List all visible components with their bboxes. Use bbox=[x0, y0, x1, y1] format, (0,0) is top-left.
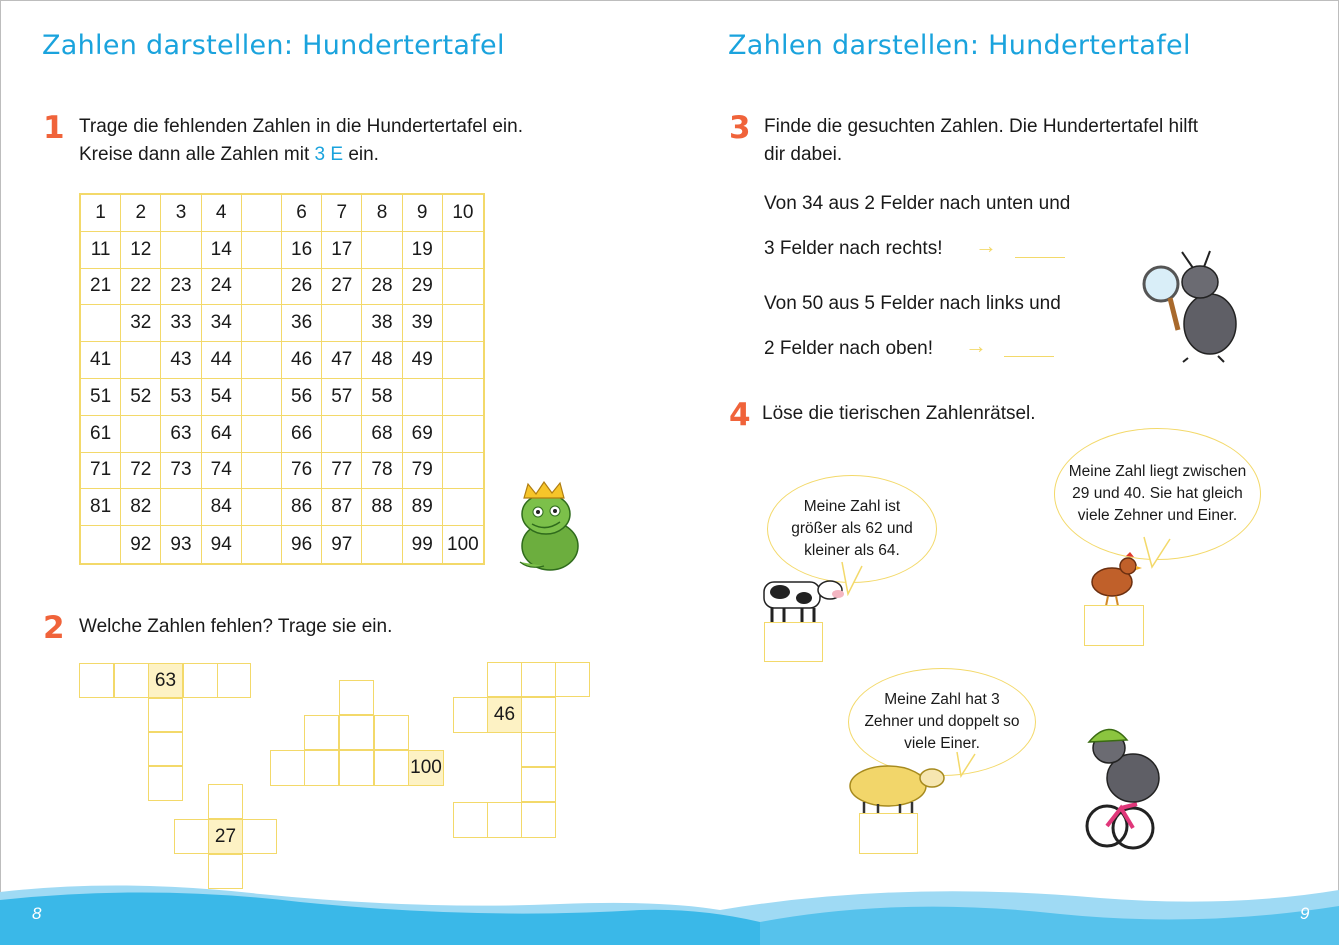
hundred-table-cell: 26 bbox=[282, 269, 322, 306]
hundred-table-cell: 87 bbox=[322, 489, 362, 526]
hundred-table-cell: 43 bbox=[161, 342, 201, 379]
hundred-table-empty-cell[interactable] bbox=[242, 379, 282, 416]
hundred-table-cell: 2 bbox=[121, 195, 161, 232]
hundred-table-empty-cell[interactable] bbox=[242, 416, 282, 453]
puzzle-box[interactable] bbox=[148, 698, 183, 732]
hundred-table-cell: 84 bbox=[202, 489, 242, 526]
puzzle-box[interactable] bbox=[487, 802, 522, 838]
hundred-table-cell: 27 bbox=[322, 269, 362, 306]
hundred-table-cell: 10 bbox=[443, 195, 483, 232]
task-1-instruction-line1: Trage die fehlenden Zahlen in die Hundertertafel ein. bbox=[79, 116, 523, 137]
hundred-table-cell: 81 bbox=[81, 489, 121, 526]
hundred-table-cell: 92 bbox=[121, 526, 161, 563]
task-1-instruction-line2 bbox=[79, 141, 379, 169]
ant-bicycle-illustration bbox=[1075, 718, 1167, 856]
page-number-left: 8 bbox=[32, 904, 42, 923]
cow-illustration bbox=[760, 572, 846, 624]
hundred-table-cell: 58 bbox=[362, 379, 402, 416]
hundred-table-empty-cell[interactable] bbox=[242, 269, 282, 306]
hundred-table-cell: 88 bbox=[362, 489, 402, 526]
hundred-table-cell: 38 bbox=[362, 305, 402, 342]
hundred-table-cell: 99 bbox=[403, 526, 443, 563]
arrow-right-icon: → bbox=[965, 333, 987, 358]
hundred-table-empty-cell[interactable] bbox=[443, 379, 483, 416]
puzzle-box-46: 46 bbox=[487, 697, 522, 733]
puzzle-box[interactable] bbox=[304, 750, 339, 786]
puzzle-box[interactable] bbox=[183, 663, 218, 698]
hundred-table-cell: 21 bbox=[81, 269, 121, 306]
hundred-table-empty-cell[interactable] bbox=[443, 269, 483, 306]
hundred-table-empty-cell[interactable] bbox=[443, 342, 483, 379]
hundred-table-empty-cell[interactable] bbox=[242, 489, 282, 526]
puzzle-box[interactable] bbox=[487, 662, 522, 697]
puzzle-box[interactable] bbox=[148, 766, 183, 801]
hundred-table-cell: 63 bbox=[161, 416, 201, 453]
hundred-table-empty-cell[interactable] bbox=[362, 526, 402, 563]
hundred-table-cell: 68 bbox=[362, 416, 402, 453]
hundred-table-cell: 46 bbox=[282, 342, 322, 379]
hundred-table-cell: 79 bbox=[403, 453, 443, 490]
hundred-table-empty-cell[interactable] bbox=[242, 526, 282, 563]
hundred-table-empty-cell[interactable] bbox=[362, 232, 402, 269]
hundred-table-cell: 23 bbox=[161, 269, 201, 306]
hundred-table-empty-cell[interactable] bbox=[322, 305, 362, 342]
puzzle-box[interactable] bbox=[114, 663, 149, 698]
hundred-table-cell: 61 bbox=[81, 416, 121, 453]
puzzle-box[interactable] bbox=[521, 767, 556, 802]
arrow-right-icon: → bbox=[975, 233, 997, 258]
puzzle-box[interactable] bbox=[217, 663, 251, 698]
hundred-table-empty-cell[interactable] bbox=[443, 232, 483, 269]
puzzle-box[interactable] bbox=[339, 750, 374, 786]
sheep-illustration bbox=[848, 760, 946, 818]
hundred-table-cell: 71 bbox=[81, 453, 121, 490]
hundred-table-cell: 7 bbox=[322, 195, 362, 232]
bubble-tail bbox=[1140, 535, 1174, 569]
page-number-right: 9 bbox=[1300, 904, 1310, 923]
hundred-table-cell: 33 bbox=[161, 305, 201, 342]
task-2-instruction: Welche Zahlen fehlen? Trage sie ein. bbox=[79, 616, 393, 637]
left-page-title: Zahlen darstellen: Hundertertafel bbox=[42, 30, 505, 61]
puzzle-box[interactable] bbox=[339, 715, 374, 750]
hundred-table-cell: 56 bbox=[282, 379, 322, 416]
hundred-table-cell: 14 bbox=[202, 232, 242, 269]
hundred-table-cell: 12 bbox=[121, 232, 161, 269]
answer-line-1[interactable] bbox=[1015, 257, 1065, 258]
hundred-table-empty-cell[interactable] bbox=[242, 453, 282, 490]
hundred-table-empty-cell[interactable] bbox=[403, 379, 443, 416]
answer-box-cow[interactable] bbox=[764, 622, 823, 662]
hundred-table-cell: 64 bbox=[202, 416, 242, 453]
hundred-table-cell: 54 bbox=[202, 379, 242, 416]
puzzle-box-100: 100 bbox=[408, 750, 444, 786]
puzzle-box[interactable] bbox=[174, 819, 209, 854]
ant-magnifier-illustration bbox=[1138, 248, 1253, 366]
frog-king-illustration bbox=[510, 478, 590, 573]
hundred-table-cell: 44 bbox=[202, 342, 242, 379]
puzzle-box[interactable] bbox=[304, 715, 339, 750]
hundred-table-empty-cell[interactable] bbox=[81, 526, 121, 563]
hundred-table-empty-cell[interactable] bbox=[161, 232, 201, 269]
puzzle-box[interactable] bbox=[555, 662, 590, 697]
hundred-table-cell: 76 bbox=[282, 453, 322, 490]
task-3-number: 3 bbox=[729, 110, 751, 146]
hundred-table-empty-cell[interactable] bbox=[443, 416, 483, 453]
answer-box-hen[interactable] bbox=[1084, 605, 1144, 646]
task-4-instruction: Löse die tierischen Zahlenrätsel. bbox=[762, 403, 1036, 424]
hundred-table-cell: 19 bbox=[403, 232, 443, 269]
puzzle-box[interactable] bbox=[79, 663, 114, 698]
hundred-table-empty-cell[interactable] bbox=[161, 489, 201, 526]
hundred-table-cell: 66 bbox=[282, 416, 322, 453]
hundred-table-cell: 34 bbox=[202, 305, 242, 342]
speech-bubble-sheep: Meine Zahl hat 3 Zehner und doppelt so viele Einer. bbox=[848, 668, 1036, 776]
hundred-table-empty-cell[interactable] bbox=[443, 489, 483, 526]
task-2-number: 2 bbox=[43, 610, 65, 646]
hundred-table-cell: 9 bbox=[403, 195, 443, 232]
puzzle-box[interactable] bbox=[521, 802, 556, 838]
task-3-question-2b: 2 Felder nach oben! bbox=[764, 338, 934, 359]
hundred-table-cell: 53 bbox=[161, 379, 201, 416]
hundred-table-empty-cell[interactable] bbox=[443, 453, 483, 490]
puzzle-box-27: 27 bbox=[208, 819, 243, 854]
hundred-table-empty-cell[interactable] bbox=[121, 342, 161, 379]
puzzle-box-63: 63 bbox=[148, 663, 183, 698]
task-1-line2-pre: Kreise dann alle Zahlen mit bbox=[79, 144, 315, 165]
hundred-table-cell: 89 bbox=[403, 489, 443, 526]
hundred-table-empty-cell[interactable] bbox=[242, 195, 282, 232]
hundred-table-cell: 94 bbox=[202, 526, 242, 563]
hundred-table-empty-cell[interactable] bbox=[242, 342, 282, 379]
hundred-table-cell: 16 bbox=[282, 232, 322, 269]
speech-bubble-cow: Meine Zahl ist größer als 62 und kleiner als 64. bbox=[767, 475, 937, 583]
task-3-question-2a: Von 50 aus 5 Felder nach links und bbox=[764, 293, 1061, 314]
hundred-table-empty-cell[interactable] bbox=[242, 305, 282, 342]
puzzle-box[interactable] bbox=[374, 715, 409, 750]
hundred-table-cell: 6 bbox=[282, 195, 322, 232]
hundred-table bbox=[79, 193, 485, 565]
hundred-table-cell: 52 bbox=[121, 379, 161, 416]
hundred-table-empty-cell[interactable] bbox=[242, 232, 282, 269]
bottom-wave-decoration bbox=[0, 880, 1339, 945]
hundred-table-cell: 57 bbox=[322, 379, 362, 416]
hundred-table-cell: 36 bbox=[282, 305, 322, 342]
puzzle-box[interactable] bbox=[148, 732, 183, 766]
hundred-table-cell: 48 bbox=[362, 342, 402, 379]
hundred-table-cell: 77 bbox=[322, 453, 362, 490]
puzzle-box[interactable] bbox=[453, 697, 488, 733]
puzzle-box[interactable] bbox=[242, 819, 277, 854]
hundred-table-cell: 51 bbox=[81, 379, 121, 416]
speech-bubble-hen: Meine Zahl liegt zwischen 29 und 40. Sie hat gleich viele Zehner und Einer. bbox=[1054, 428, 1261, 560]
task-1-highlight-3e: 3 E bbox=[314, 144, 344, 165]
puzzle-box[interactable] bbox=[521, 697, 556, 733]
hundred-table-cell: 4 bbox=[202, 195, 242, 232]
hundred-table-empty-cell[interactable] bbox=[443, 305, 483, 342]
task-1-number: 1 bbox=[43, 110, 65, 146]
hundred-table-cell: 22 bbox=[121, 269, 161, 306]
hundred-table-cell: 28 bbox=[362, 269, 402, 306]
puzzle-box[interactable] bbox=[453, 802, 488, 838]
hundred-table-empty-cell[interactable] bbox=[81, 305, 121, 342]
hen-illustration bbox=[1086, 550, 1142, 608]
hundred-table-cell: 11 bbox=[81, 232, 121, 269]
puzzle-box[interactable] bbox=[339, 680, 374, 715]
task-3-instruction-line1: Finde die gesuchten Zahlen. Die Hundertertafel hilft bbox=[764, 116, 1199, 137]
hundred-table-cell: 74 bbox=[202, 453, 242, 490]
puzzle-box[interactable] bbox=[270, 750, 305, 786]
hundred-table-cell: 97 bbox=[322, 526, 362, 563]
answer-line-2[interactable] bbox=[1004, 356, 1054, 357]
hundred-table-empty-cell[interactable] bbox=[322, 416, 362, 453]
hundred-table-cell: 39 bbox=[403, 305, 443, 342]
right-page-title: Zahlen darstellen: Hundertertafel bbox=[728, 30, 1191, 61]
hundred-table-cell: 93 bbox=[161, 526, 201, 563]
hundred-table-cell: 69 bbox=[403, 416, 443, 453]
answer-box-sheep[interactable] bbox=[859, 813, 918, 854]
hundred-table-cell: 29 bbox=[403, 269, 443, 306]
hundred-table-cell: 49 bbox=[403, 342, 443, 379]
puzzle-box[interactable] bbox=[521, 732, 556, 767]
hundred-table-cell: 86 bbox=[282, 489, 322, 526]
hundred-table-cell: 78 bbox=[362, 453, 402, 490]
puzzle-box[interactable] bbox=[374, 750, 409, 786]
hundred-table-cell: 3 bbox=[161, 195, 201, 232]
hundred-table-cell: 24 bbox=[202, 269, 242, 306]
hundred-table-cell: 47 bbox=[322, 342, 362, 379]
hundred-table-cell: 73 bbox=[161, 453, 201, 490]
hundred-table-cell: 82 bbox=[121, 489, 161, 526]
bubble-tail bbox=[955, 750, 981, 778]
hundred-table-cell: 1 bbox=[81, 195, 121, 232]
task-3-question-1b: 3 Felder nach rechts! bbox=[764, 238, 943, 259]
puzzle-box[interactable] bbox=[208, 784, 243, 819]
hundred-table-cell: 41 bbox=[81, 342, 121, 379]
hundred-table-cell: 32 bbox=[121, 305, 161, 342]
hundred-table-cell: 100 bbox=[447, 533, 479, 555]
hundred-table-cell: 17 bbox=[322, 232, 362, 269]
hundred-table-cell: 72 bbox=[121, 453, 161, 490]
task-1-line2-post: ein. bbox=[343, 144, 379, 165]
task-4-number: 4 bbox=[729, 397, 751, 433]
task-3-instruction-line2: dir dabei. bbox=[764, 144, 843, 165]
puzzle-box[interactable] bbox=[521, 662, 556, 697]
hundred-table-cell: 96 bbox=[282, 526, 322, 563]
hundred-table-cell: 8 bbox=[362, 195, 402, 232]
task-3-question-1a: Von 34 aus 2 Felder nach unten und bbox=[764, 193, 1071, 214]
hundred-table-empty-cell[interactable] bbox=[121, 416, 161, 453]
